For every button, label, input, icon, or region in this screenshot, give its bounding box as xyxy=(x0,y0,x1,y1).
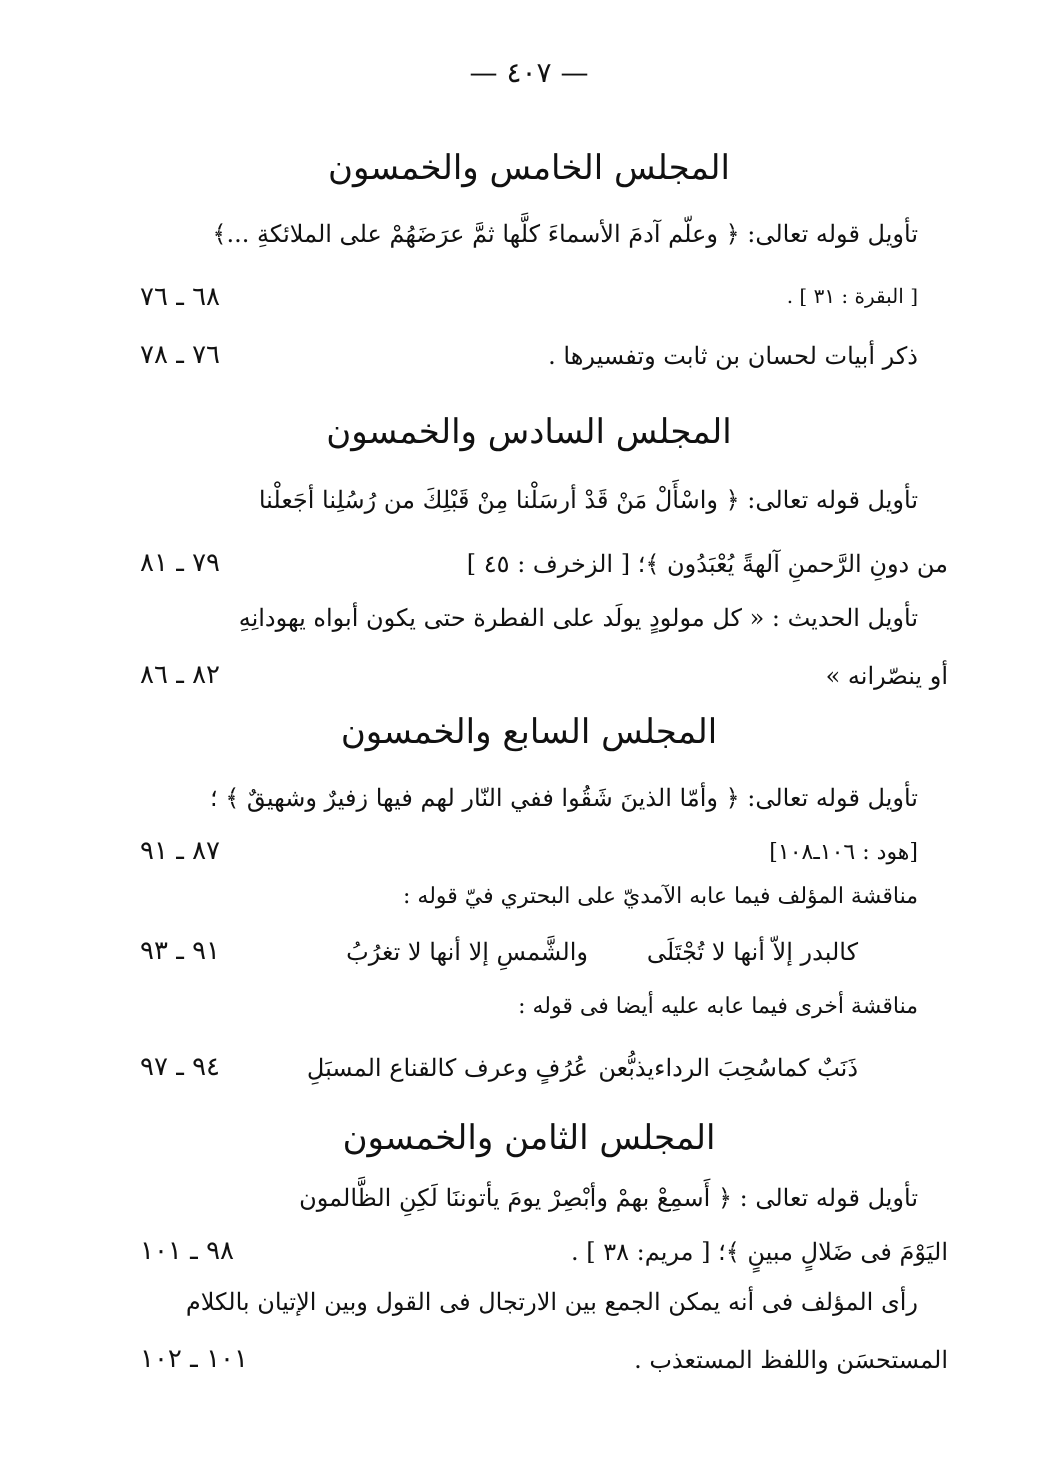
page-number: — ٤٠٧ — xyxy=(469,56,589,89)
entry-line: [ البقرة : ٣١ ] . xyxy=(786,284,918,308)
page-range: ٧٩ ـ ٨١ xyxy=(140,548,221,578)
section-title: المجلس السابع والخمسون xyxy=(340,712,718,752)
page-range: ٨٢ ـ ٨٦ xyxy=(140,660,221,690)
entry-line: تأويل قوله تعالى : ﴿ أَسمِعْ بهمْ وأبْصِرْ يومَ يأتوننَا لَكِنِ الظَّالمون xyxy=(299,1184,918,1212)
verse-hemistich: كالبدر إلاّ أنها لا تُجْتَلَى xyxy=(646,938,858,966)
entry-line: [هود : ١٠٦ـ١٠٨] xyxy=(769,840,918,865)
entry-line: اليَوْمَ فى ضَلالٍ مبينٍ ﴾؛ [ مريم: ٣٨ ] . xyxy=(570,1238,948,1266)
entry-line: أو ينصّرانه » xyxy=(825,662,948,690)
page-range: ٩١ ـ ٩٣ xyxy=(140,936,221,966)
entry-line: تأويل الحديث : « كل مولودٍ يولَد على الفطرة حتى يكون أبواه يهودانِهِ xyxy=(238,604,918,632)
verse-hemistich: والشَّمسِ إلا أنها لا تغرُبُ xyxy=(346,938,588,966)
entry-line: المستحسَن واللفظ المستعذب . xyxy=(634,1346,948,1374)
entry-line: تأويل قوله تعالى: ﴿ وعلّم آدمَ الأسماءَ كلَّها ثمَّ عرَضَهُمْ على الملائكةِ ...﴾ xyxy=(212,220,918,248)
entry-line: مناقشة المؤلف فيما عابه الآمديّ على البحتري فيّ قوله : xyxy=(403,884,918,909)
entry-line: تأويل قوله تعالى: ﴿ واسْأَلْ مَنْ قَدْ أرسَلْنا مِنْ قَبْلِكَ من رُسُلِنا أجَعلْنا xyxy=(258,486,918,514)
entry-line: من دونِ الرَّحمنِ آلهةً يُعْبَدُون ﴾؛ [ الزخرف : ٤٥ ] xyxy=(466,550,948,578)
section-title: المجلس الثامن والخمسون xyxy=(342,1118,716,1158)
page-range: ٩٤ ـ ٩٧ xyxy=(140,1052,221,1082)
page-range: ٧٦ ـ ٧٨ xyxy=(140,340,221,370)
page-range: ٦٨ ـ ٧٦ xyxy=(140,282,221,312)
entry-line: تأويل قوله تعالى: ﴿ وأمّا الذينَ شَقُوا ففي النّار لهم فيها زفيرٌ وشهيقٌ ﴾ ؛ xyxy=(209,784,918,812)
verse-hemistich: عُرُفٍ وعرف كالقناع المسبَلِ xyxy=(306,1054,588,1082)
page-range: ٨٧ ـ ٩١ xyxy=(140,836,221,866)
page-range: ٩٨ ـ ١٠١ xyxy=(140,1236,234,1266)
section-title: المجلس السادس والخمسون xyxy=(326,412,732,452)
entry-line: ذكر أبيات لحسان بن ثابت وتفسيرها . xyxy=(548,342,918,370)
verse-hemistich: ذَنَبٌ كماسُحِبَ الرداءيذبُّعن xyxy=(598,1054,858,1082)
entry-line: رأى المؤلف فى أنه يمكن الجمع بين الارتجال فى القول وبين الإتيان بالكلام xyxy=(185,1288,918,1316)
entry-line: مناقشة أخرى فيما عابه عليه أيضا فى قوله : xyxy=(518,994,918,1019)
section-title: المجلس الخامس والخمسون xyxy=(328,148,730,188)
page-range: ١٠١ ـ ١٠٢ xyxy=(140,1344,248,1374)
